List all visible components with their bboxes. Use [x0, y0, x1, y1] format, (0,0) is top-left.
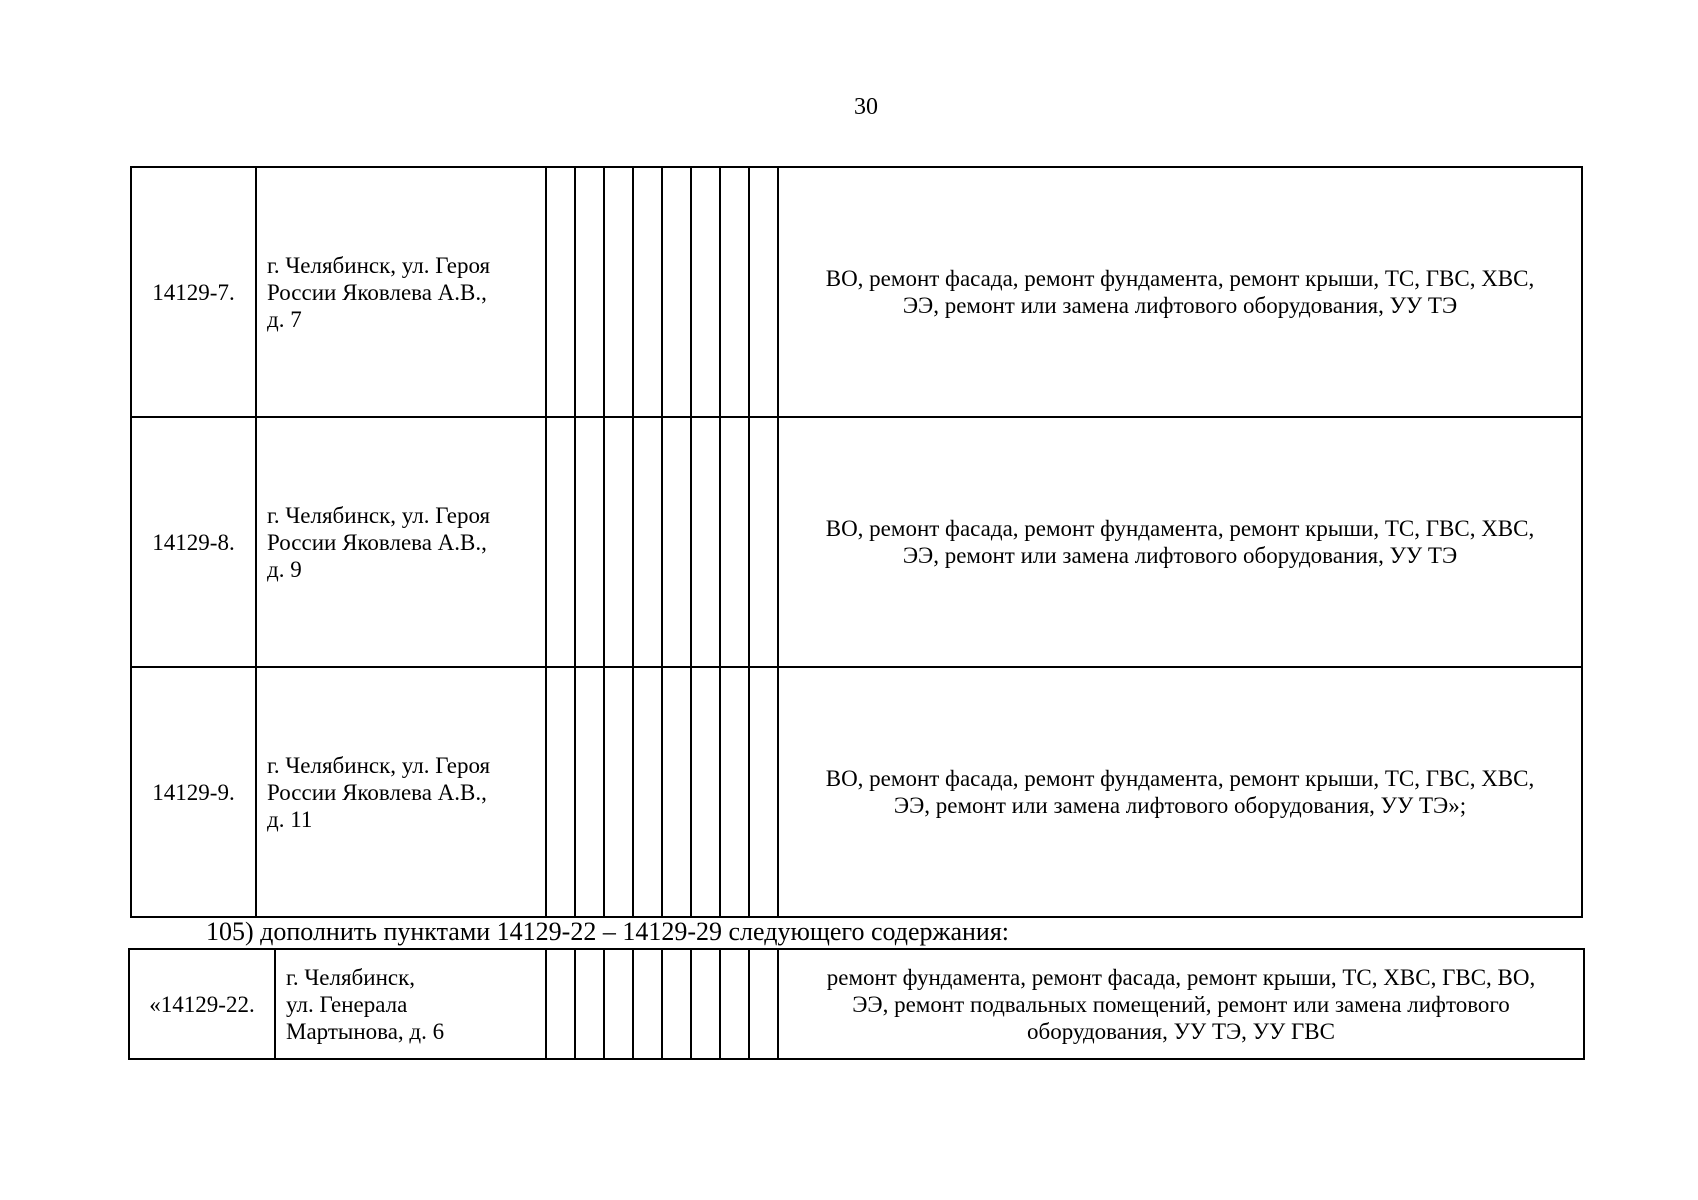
empty-cell	[575, 417, 604, 667]
empty-cell	[633, 417, 662, 667]
table-row	[131, 667, 1582, 917]
table-row	[131, 167, 1582, 417]
empty-cell	[691, 949, 720, 1059]
empty-cell	[749, 667, 778, 917]
row-works: ВО, ремонт фасада, ремонт фундамента, ремонт крыши, ТС, ГВС, ХВС, ЭЭ, ремонт или замена лифтового оборудования, УУ ТЭ	[778, 167, 1582, 417]
additions-table	[128, 948, 1585, 1060]
empty-cell	[662, 667, 691, 917]
row-number: 14129-9.	[131, 667, 256, 917]
row-number: 14129-7.	[131, 167, 256, 417]
empty-cell	[720, 949, 749, 1059]
empty-cell	[662, 949, 691, 1059]
empty-cell	[749, 417, 778, 667]
empty-cell	[720, 417, 749, 667]
empty-cell	[662, 417, 691, 667]
row-works: ВО, ремонт фасада, ремонт фундамента, ремонт крыши, ТС, ГВС, ХВС, ЭЭ, ремонт или замена лифтового оборудования, УУ ТЭ»;	[778, 667, 1582, 917]
table-row	[131, 417, 1582, 667]
amendment-instruction: 105) дополнить пунктами 14129-22 – 14129-29 следующего содержания:	[206, 917, 1010, 946]
empty-cell	[604, 417, 633, 667]
empty-cell	[546, 167, 575, 417]
empty-cell	[575, 167, 604, 417]
main-table	[130, 166, 1583, 918]
empty-cell	[546, 949, 575, 1059]
row-address: г. Челябинск, ул. Героя России Яковлева А.В., д. 9	[256, 417, 546, 667]
empty-cell	[691, 167, 720, 417]
empty-cell	[691, 417, 720, 667]
page-number: 30	[854, 94, 878, 120]
empty-cell	[691, 667, 720, 917]
row-works: ВО, ремонт фасада, ремонт фундамента, ремонт крыши, ТС, ГВС, ХВС, ЭЭ, ремонт или замена лифтового оборудования, УУ ТЭ	[778, 417, 1582, 667]
empty-cell	[575, 667, 604, 917]
empty-cell	[749, 949, 778, 1059]
empty-cell	[575, 949, 604, 1059]
empty-cell	[604, 667, 633, 917]
row-works: ремонт фундамента, ремонт фасада, ремонт крыши, ТС, ХВС, ГВС, ВО, ЭЭ, ремонт подвальных помещений, ремонт или замена лифтового оборудования, УУ ТЭ, УУ ГВС	[778, 949, 1584, 1059]
empty-cell	[546, 667, 575, 917]
empty-cell	[633, 949, 662, 1059]
row-number: «14129-22.	[129, 949, 275, 1059]
row-address: г. Челябинск, ул. Героя России Яковлева А.В., д. 7	[256, 167, 546, 417]
empty-cell	[546, 417, 575, 667]
empty-cell	[604, 167, 633, 417]
empty-cell	[720, 667, 749, 917]
row-number: 14129-8.	[131, 417, 256, 667]
row-address: г. Челябинск, ул. Генерала Мартынова, д. 6	[275, 949, 546, 1059]
empty-cell	[604, 949, 633, 1059]
table-row	[129, 949, 1584, 1059]
empty-cell	[633, 667, 662, 917]
row-address: г. Челябинск, ул. Героя России Яковлева А.В., д. 11	[256, 667, 546, 917]
empty-cell	[720, 167, 749, 417]
empty-cell	[662, 167, 691, 417]
empty-cell	[749, 167, 778, 417]
empty-cell	[633, 167, 662, 417]
